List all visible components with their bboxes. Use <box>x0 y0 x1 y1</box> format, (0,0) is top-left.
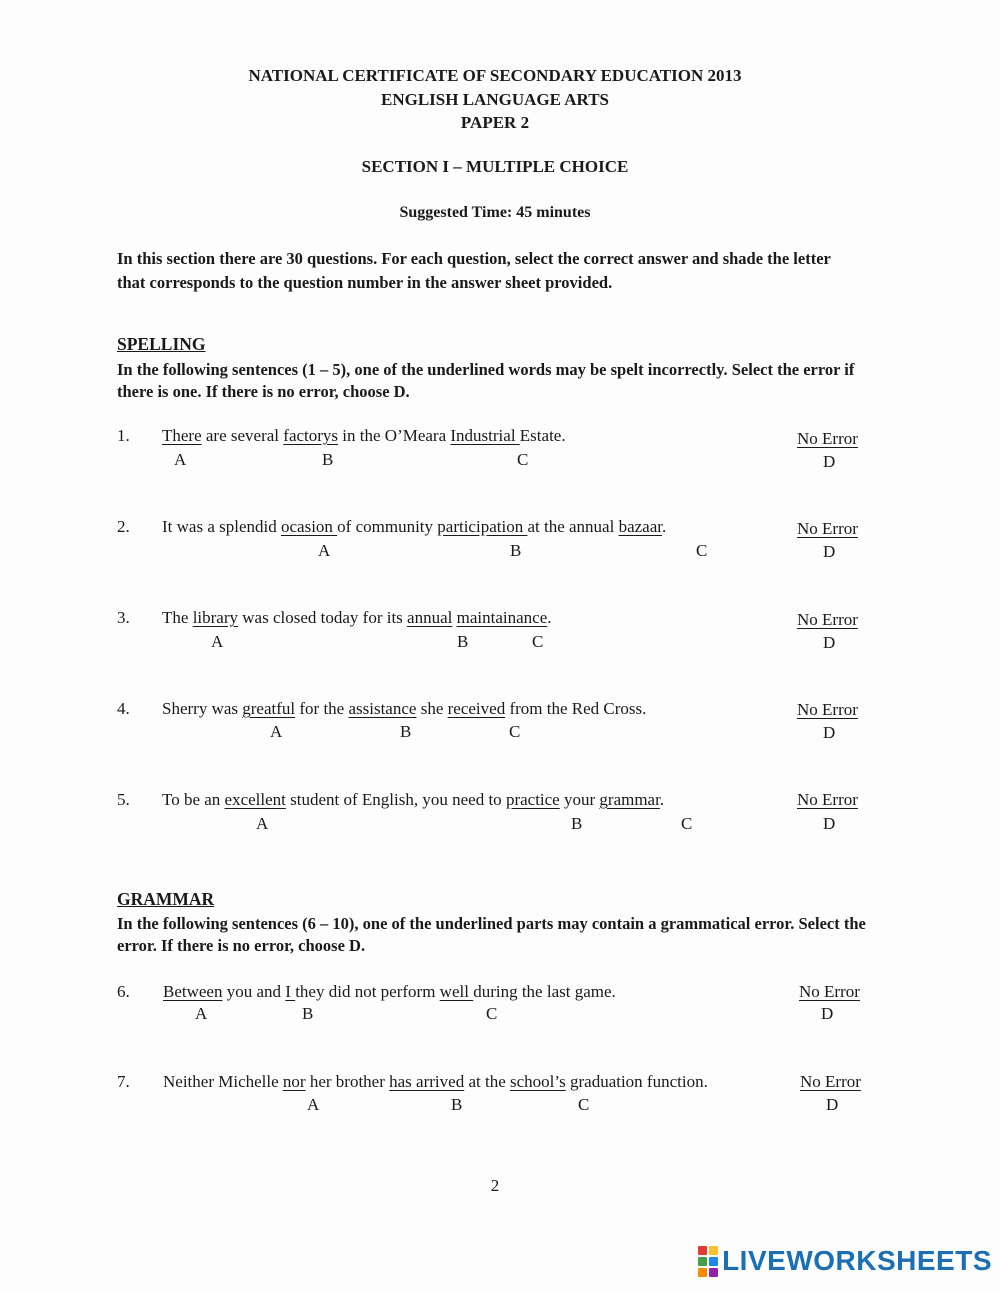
sentence-text: of community <box>337 517 438 536</box>
logo-block <box>698 1268 707 1277</box>
section-title: SECTION I – MULTIPLE CHOICE <box>361 157 629 176</box>
sentence-text: during the last game. <box>473 982 616 1001</box>
logo-block <box>709 1268 718 1277</box>
option-c-letter: C <box>681 814 693 833</box>
sentence-text: she <box>416 699 448 718</box>
grammar-heading: GRAMMAR <box>117 889 215 909</box>
logo-block <box>709 1246 718 1255</box>
sentence-text: It was a splendid <box>162 517 281 536</box>
option-d-text: No Error <box>800 1072 861 1091</box>
logo-block <box>709 1257 718 1266</box>
sentence-text: graduation function. <box>565 1072 708 1091</box>
option-a-letter: A <box>307 1095 320 1114</box>
question-number: 2. <box>117 517 130 536</box>
option-d-text: No Error <box>797 429 858 448</box>
option-c-letter: C <box>486 1004 498 1023</box>
option-c-letter: C <box>509 722 521 741</box>
option-b-letter: B <box>457 632 469 651</box>
question-sentence <box>163 1072 708 1092</box>
sentence-text: for the <box>295 699 349 718</box>
spelling-instructions: In the following sentences (1 – 5), one of the underlined words may be spelt incorrectly. Select the error if there is one. If there is no error, choose D. <box>117 360 855 401</box>
option-c-letter: C <box>517 450 529 469</box>
sentence-text: Estate. <box>519 426 566 445</box>
option-b-letter: B <box>302 1004 314 1023</box>
exam-title: NATIONAL CERTIFICATE OF SECONDARY EDUCATION 2013 <box>248 66 742 85</box>
option-a-text: greatful <box>242 699 296 718</box>
option-b-letter: B <box>322 450 334 469</box>
option-d-letter: D <box>823 452 836 471</box>
option-d-text: No Error <box>797 519 858 538</box>
logo-block <box>698 1246 707 1255</box>
liveworksheets-logo[interactable] <box>698 1245 992 1277</box>
option-a-letter: A <box>256 814 269 833</box>
question-sentence <box>162 790 664 810</box>
option-b-letter: B <box>451 1095 463 1114</box>
suggested-time: Suggested Time: 45 minutes <box>399 204 591 221</box>
intro-instructions: In this section there are 30 questions. For each question, select the correct answer and shade the letter that corresponds to the question number in the answer sheet provided. <box>117 249 831 292</box>
option-c-text: well <box>439 982 474 1001</box>
option-b-text: has arrived <box>389 1072 465 1091</box>
option-a-text: library <box>192 608 239 627</box>
sentence-text: was closed today for its <box>238 608 408 627</box>
sentence-text: you and <box>222 982 286 1001</box>
sentence-text: student of English, you need to <box>285 790 506 809</box>
option-d-text: No Error <box>797 700 858 719</box>
option-a-text: excellent <box>224 790 286 809</box>
page-number: 2 <box>490 1176 500 1195</box>
option-c-text: grammar <box>599 790 660 809</box>
subject-title: ENGLISH LANGUAGE ARTS <box>380 90 609 109</box>
option-d-letter: D <box>826 1095 839 1114</box>
sentence-text: . <box>659 790 665 809</box>
sentence-text: To be an <box>162 790 225 809</box>
question-number: 5. <box>117 790 130 809</box>
option-d-letter: D <box>821 1004 834 1023</box>
question-sentence <box>162 608 552 628</box>
logo-text: LIVEWORKSHEETS <box>722 1245 992 1276</box>
option-d-text: No Error <box>799 982 860 1001</box>
option-b-text: factorys <box>283 426 339 445</box>
option-c-letter: C <box>578 1095 590 1114</box>
question-number: 4. <box>117 699 130 718</box>
option-d-letter: D <box>823 542 836 561</box>
question-number: 1. <box>117 426 130 445</box>
option-d-text: No Error <box>797 610 858 629</box>
question-number: 6. <box>117 982 130 1001</box>
option-c-text: maintainance <box>456 608 548 627</box>
option-a-letter: A <box>318 541 331 560</box>
question-number: 7. <box>117 1072 130 1091</box>
question-sentence <box>162 517 666 537</box>
option-b-text: participation <box>437 517 528 536</box>
sentence-text: Neither Michelle <box>163 1072 283 1091</box>
sentence-text: in the O’Meara <box>338 426 451 445</box>
option-b-letter: B <box>400 722 412 741</box>
question-sentence <box>162 426 566 446</box>
option-b-text: I <box>285 982 296 1001</box>
sentence-text: at the annual <box>527 517 619 536</box>
sentence-text: they did not perform <box>295 982 440 1001</box>
option-b-text: practice <box>505 790 560 809</box>
option-a-letter: A <box>174 450 187 469</box>
option-c-text: bazaar <box>618 517 662 536</box>
option-c-text: school’s <box>510 1072 566 1091</box>
grammar-instructions: In the following sentences (6 – 10), one of the underlined parts may contain a grammatical error. Select the error. If there is no error, choose D. <box>117 914 866 955</box>
option-b-letter: B <box>571 814 583 833</box>
option-c-letter: C <box>696 541 708 560</box>
sentence-text: at the <box>464 1072 510 1091</box>
option-a-letter: A <box>270 722 283 741</box>
sentence-text: are several <box>201 426 284 445</box>
option-d-letter: D <box>823 633 836 652</box>
paper-title: PAPER 2 <box>460 113 530 132</box>
spelling-heading: SPELLING <box>117 334 206 354</box>
option-a-letter: A <box>211 632 224 651</box>
option-b-letter: B <box>510 541 522 560</box>
option-a-letter: A <box>195 1004 208 1023</box>
sentence-text: . <box>547 608 552 627</box>
sentence-text: her brother <box>305 1072 390 1091</box>
question-sentence <box>162 699 646 719</box>
logo-blocks-icon <box>698 1246 718 1277</box>
option-a-text: ocasion <box>280 517 338 536</box>
option-d-letter: D <box>823 814 836 833</box>
option-a-text: Between <box>163 982 223 1001</box>
option-c-letter: C <box>532 632 544 651</box>
question-sentence <box>163 982 616 1002</box>
option-d-letter: D <box>823 723 836 742</box>
option-d-text: No Error <box>797 790 858 809</box>
option-c-text: received <box>447 699 506 718</box>
option-a-text: There <box>162 426 202 445</box>
sentence-text: from the Red Cross. <box>505 699 647 718</box>
option-b-text: annual <box>407 608 453 627</box>
sentence-text: Sherry was <box>162 699 243 718</box>
sentence-text: The <box>162 608 193 627</box>
logo-block <box>698 1257 707 1266</box>
option-c-text: Industrial <box>450 426 520 445</box>
sentence-text: . <box>661 517 667 536</box>
question-number: 3. <box>117 608 130 627</box>
option-b-text: assistance <box>348 699 417 718</box>
option-a-text: nor <box>282 1072 306 1091</box>
sentence-text: your <box>559 790 600 809</box>
